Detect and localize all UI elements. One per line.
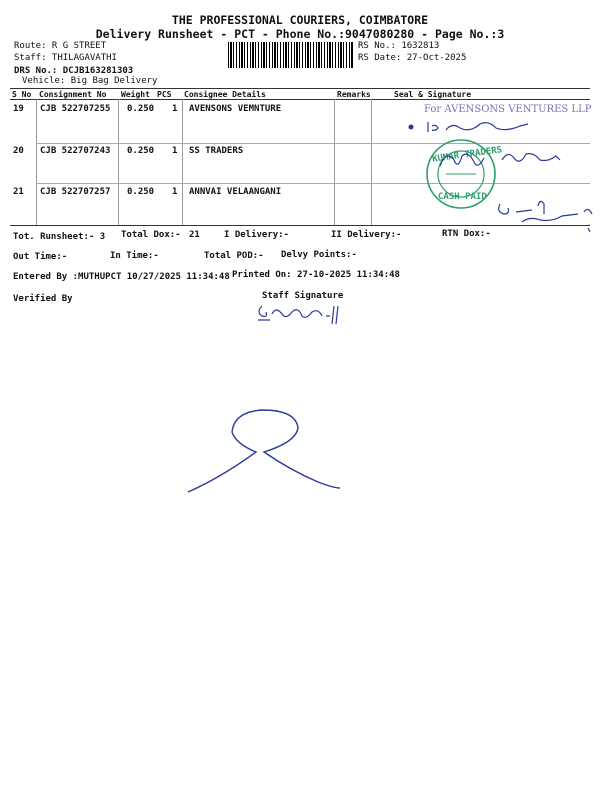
staff-label: Staff: THILAGAVATHI	[14, 53, 117, 63]
row-sno: 20	[13, 146, 24, 156]
row-pcs: 1	[172, 187, 178, 197]
drs-number: DRS No.: DCJB163281303	[14, 66, 134, 76]
col-header-sno: S No	[12, 90, 32, 99]
row-consignment: CJB 522707255	[40, 104, 111, 114]
row-weight: 0.250	[127, 187, 155, 197]
row-sno: 19	[13, 104, 24, 114]
col-header-seal: Seal & Signature	[394, 90, 472, 99]
row-sno: 21	[13, 187, 24, 197]
out-time: Out Time:-	[13, 252, 68, 262]
printed-on: Printed On: 27-10-2025 11:34:48	[232, 270, 400, 280]
row-consignee: AVENSONS VEMNTURE	[189, 104, 282, 114]
total-dox-label: Total Dox:-	[121, 230, 181, 240]
row-pcs: 1	[172, 104, 178, 114]
entered-by: Entered By :MUTHUPCT 10/27/2025 11:34:48	[13, 272, 230, 282]
rs-date: RS Date: 27-Oct-2025	[358, 53, 467, 63]
runsheet-subtitle: Delivery Runsheet - PCT - Phone No.:9047080280 - Page No.:3	[95, 27, 505, 41]
row-pcs: 1	[172, 146, 178, 156]
row-consignment: CJB 522707257	[40, 187, 111, 197]
staff-signature-label: Staff Signature	[262, 291, 344, 301]
seal-top-text: KUMAR TRADERS	[431, 145, 503, 165]
seal-bottom-text: CASH PAID	[438, 192, 487, 202]
total-pod: Total POD:-	[204, 251, 264, 261]
col-header-consignment: Consignment No	[39, 90, 107, 99]
col-header-remarks: Remarks	[337, 90, 371, 99]
route-label: Route: R G STREET	[14, 41, 107, 51]
company-seal-avensons: For AVENSONS VENTURES LLP	[424, 104, 592, 115]
company-title: THE PROFESSIONAL COURIERS, COIMBATORE	[171, 13, 429, 27]
delvy-points: Delvy Points:-	[281, 250, 357, 260]
row-consignee: ANNVAI VELAANGANI	[189, 187, 282, 197]
col-header-pcs: PCS	[157, 90, 172, 99]
row-consignment: CJB 522707243	[40, 146, 111, 156]
row-weight: 0.250	[127, 146, 155, 156]
total-runsheet: Tot. Runsheet:- 3	[13, 232, 106, 242]
i-delivery: I Delivery:-	[224, 230, 290, 240]
rtn-dox: RTN Dox:-	[442, 229, 491, 239]
total-dox-value: 21	[189, 230, 200, 240]
ii-delivery: II Delivery:-	[331, 230, 402, 240]
col-header-consignee: Consignee Details	[184, 90, 266, 99]
vehicle-label: Vehicle: Big Bag Delivery	[22, 76, 158, 86]
rs-number: RS No.: 1632813	[358, 41, 440, 51]
in-time: In Time:-	[110, 251, 159, 261]
verified-by: Verified By	[13, 294, 73, 304]
row-consignee: SS TRADERS	[189, 146, 244, 156]
row-weight: 0.250	[127, 104, 155, 114]
col-header-weight: Weight	[121, 90, 150, 99]
